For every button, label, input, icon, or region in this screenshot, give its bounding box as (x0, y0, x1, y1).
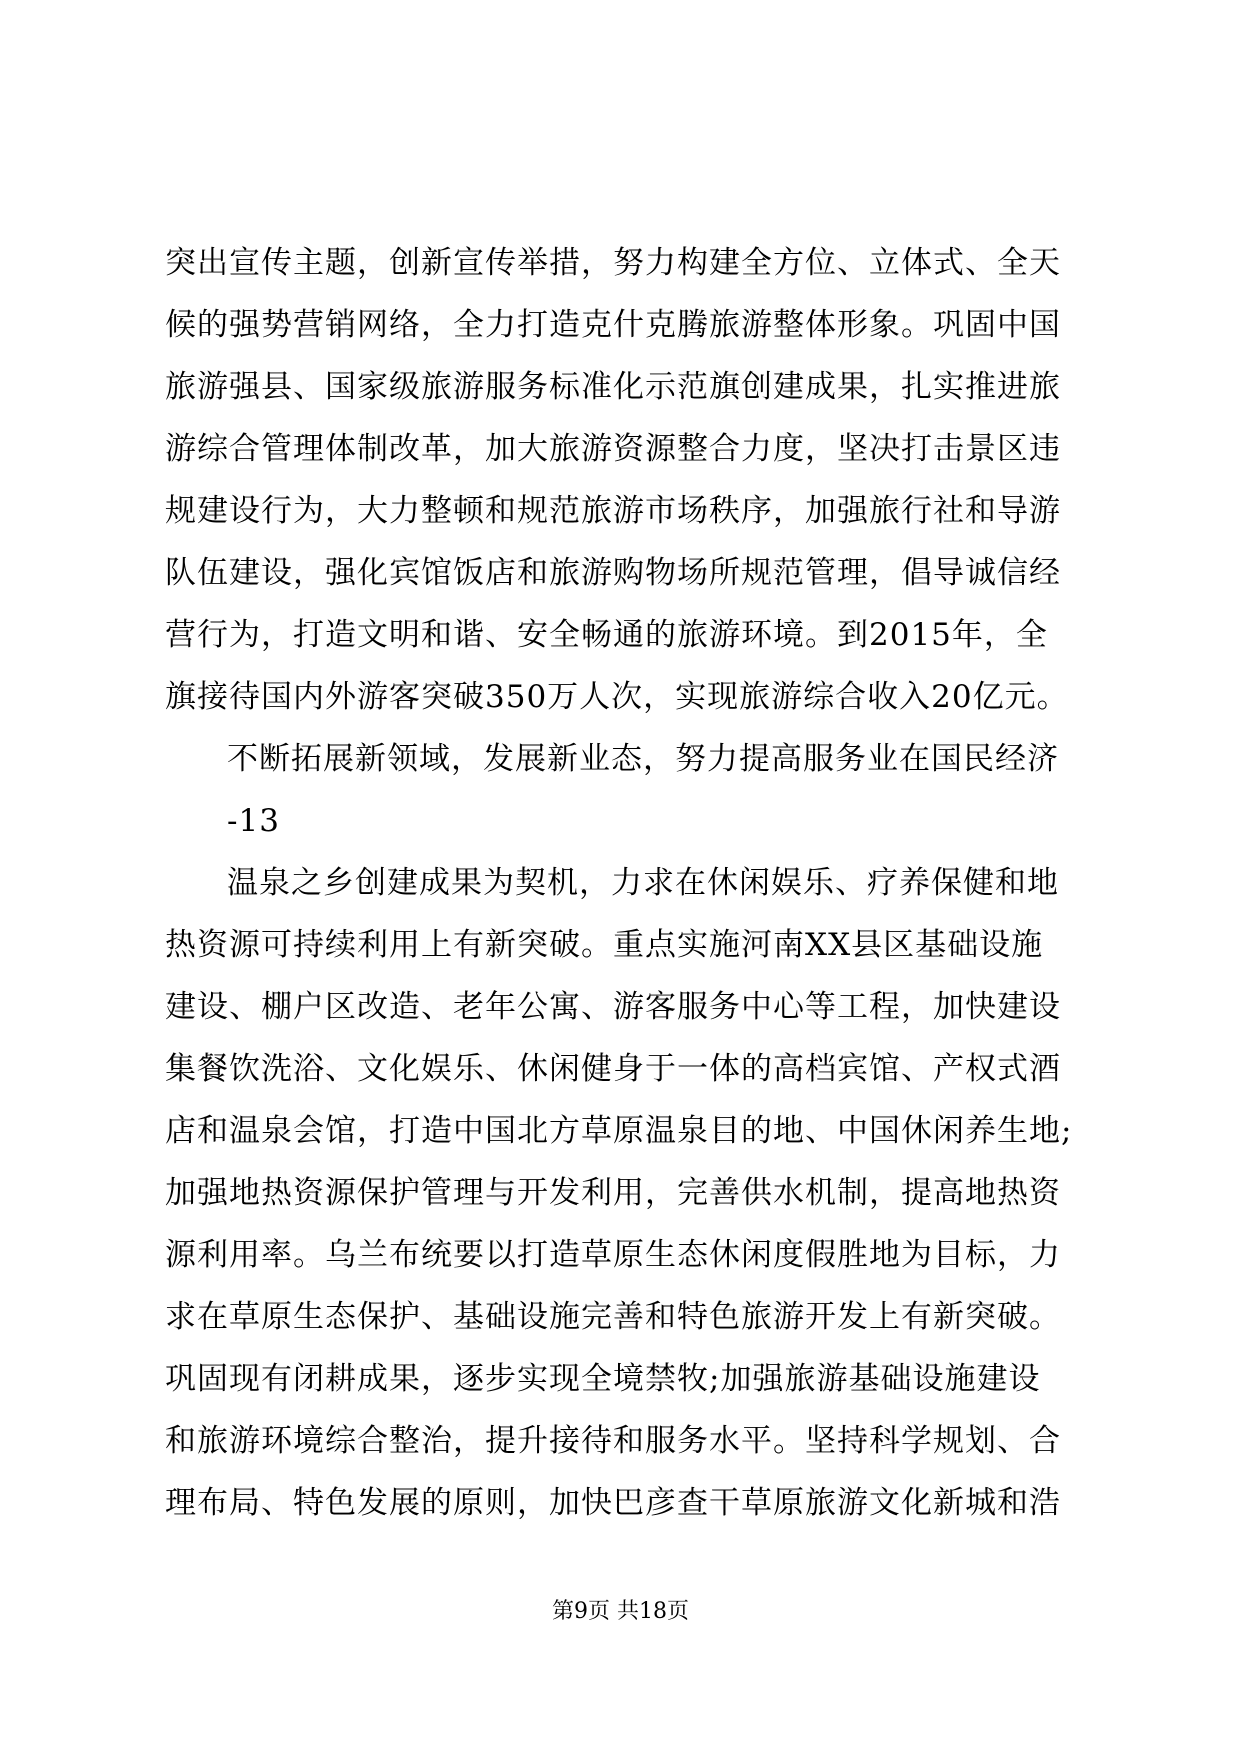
text-line: 旗接待国内外游客突破350万人次，实现旅游综合收入20亿元。 (165, 679, 1069, 715)
text-line: 求在草原生态保护、基础设施完善和特色旅游开发上有新突破。 (165, 1299, 1061, 1335)
text-line: 理布局、特色发展的原则，加快巴彦查干草原旅游文化新城和浩 (165, 1485, 1061, 1521)
text-line: 旅游强县、国家级旅游服务标准化示范旗创建成果，扎实推进旅 (165, 369, 1061, 405)
text-line: 突出宣传主题，创新宣传举措，努力构建全方位、立体式、全天 (165, 245, 1061, 281)
page-number-footer: 第9页 共18页 (552, 1599, 689, 1624)
text-line: 队伍建设，强化宾馆饭店和旅游购物场所规范管理，倡导诚信经 (165, 555, 1061, 591)
text-line: 热资源可持续利用上有新突破。重点实施河南XX县区基础设施 (165, 927, 1044, 963)
text-line: 和旅游环境综合整治，提升接待和服务水平。坚持科学规划、合 (165, 1423, 1061, 1459)
text-line: 营行为，打造文明和谐、安全畅通的旅游环境。到2015年，全 (165, 617, 1048, 653)
text-line: 巩固现有闭耕成果，逐步实现全境禁牧;加强旅游基础设施建设 (165, 1361, 1041, 1397)
text-line: 集餐饮洗浴、文化娱乐、休闲健身于一体的高档宾馆、产权式酒 (165, 1051, 1061, 1087)
text-line: 源利用率。乌兰布统要以打造草原生态休闲度假胜地为目标，力 (165, 1237, 1061, 1273)
text-line: 建设、棚户区改造、老年公寓、游客服务中心等工程，加快建设 (165, 989, 1061, 1025)
paragraph-start-line: 不断拓展新领域，发展新业态，努力提高服务业在国民经济 (227, 741, 1059, 777)
paragraph-start-line: 温泉之乡创建成果为契机，力求在休闲娱乐、疗养保健和地 (227, 865, 1059, 901)
text-line: 规建设行为，大力整顿和规范旅游市场秩序，加强旅行社和导游 (165, 493, 1061, 529)
text-line: -13 (227, 803, 280, 839)
text-line: 加强地热资源保护管理与开发利用，完善供水机制，提高地热资 (165, 1175, 1061, 1211)
text-line: 游综合管理体制改革，加大旅游资源整合力度，坚决打击景区违 (165, 431, 1061, 467)
text-line: 店和温泉会馆，打造中国北方草原温泉目的地、中国休闲养生地; (165, 1113, 1073, 1149)
text-line: 候的强势营销网络，全力打造克什克腾旅游整体形象。巩固中国 (165, 307, 1061, 343)
document-body (165, 232, 1095, 1534)
